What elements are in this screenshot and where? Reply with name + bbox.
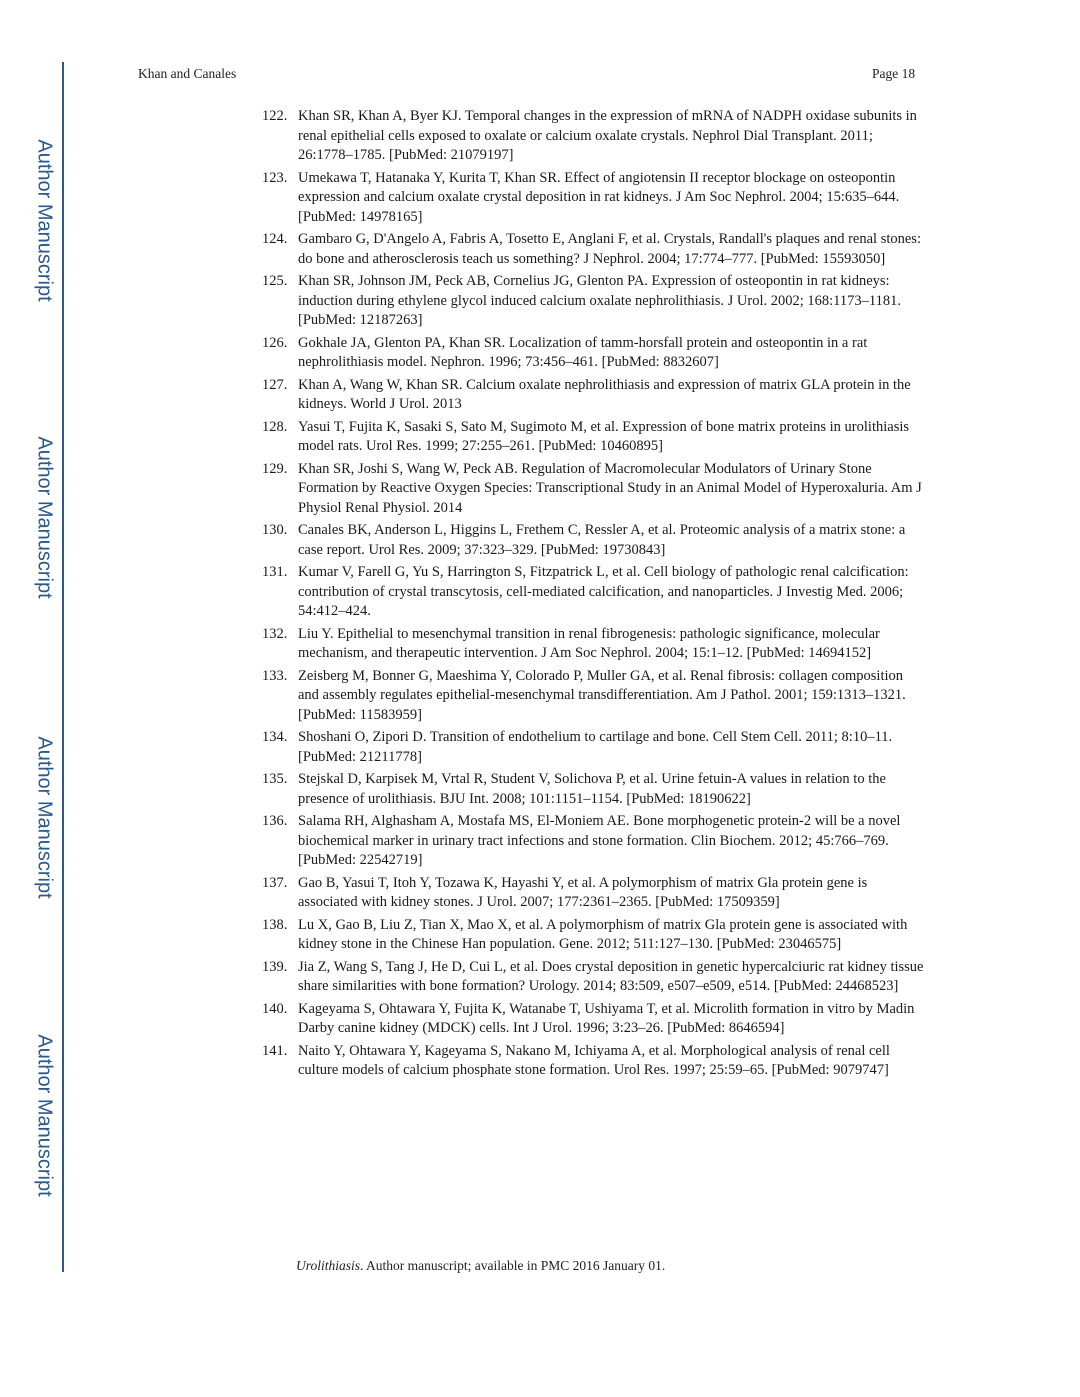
reference-text: Zeisberg M, Bonner G, Maeshima Y, Colorado P, Muller GA, et al. Renal fibrosis: collagen composition and assembly regulates epithelial-mesenchymal transdifferentiation. Am J Pathol. 2001; 159:1313–1321. [PubMed: 11583959] [298,667,906,723]
reference-item [262,563,924,622]
reference-number: 133. [262,667,288,684]
reference-text: Gambaro G, D'Angelo A, Fabris A, Tosetto E, Anglani F, et al. Crystals, Randall's plaques and renal stones: do bone and atherosclerosis teach us something? J Nephrol. 2004; 17:774–777. [PubMed: 15593050] [298,231,921,267]
reference-item [262,874,924,913]
reference-item [262,460,924,519]
reference-number: 135. [262,771,288,787]
reference-item [262,376,924,415]
reference-number: 134. [262,729,288,745]
reference-number: 122. [262,108,288,124]
reference-number: 127. [262,376,288,393]
reference-number: 123. [262,169,288,186]
reference-item [262,728,924,767]
reference-number: 132. [262,625,288,642]
reference-text: Khan A, Wang W, Khan SR. Calcium oxalate nephrolithiasis and expression of matrix GLA protein in the kidneys. World J Urol. 2013 [298,376,911,412]
reference-item [262,272,924,331]
reference-text: Khan SR, Khan A, Byer KJ. Temporal changes in the expression of mRNA of NADPH oxidase subunits in renal epithelial cells exposed to oxalate or calcium oxalate crystals. Nephrol Dial Transplant. 2011; 26:1778–1785. [PubMed: 21079197] [298,108,917,163]
reference-text: Yasui T, Fujita K, Sasaki S, Sato M, Sugimoto M, et al. Expression of bone matrix proteins in urolithiasis model rats. Urol Res. 1999; 27:255–261. [PubMed: 10460895] [298,418,910,454]
reference-item [262,1000,924,1039]
running-head-authors: Khan and Canales [138,66,237,81]
reference-text: Jia Z, Wang S, Tang J, He D, Cui L, et al. Does crystal deposition in genetic hypercalciuric rat kidney tissue share similarities with bone formation? Urology. 2014; 83:509, e507–e509, e514. [PubMed: 24468523] [298,958,924,994]
reference-number: 137. [262,874,288,891]
footer-citation [296,1258,665,1274]
reference-number: 130. [262,522,288,538]
footer-text: . Author manuscript; available in PMC 2016 January 01. [360,1258,666,1273]
reference-item [262,625,924,664]
reference-text: Umekawa T, Hatanaka Y, Kurita T, Khan SR. Effect of angiotensin II receptor blockage on osteopontin expression and calcium oxalate crystal deposition in rat kidneys. J Am Soc Nephrol. 2004; 15:635–644. [PubMed: 14978165] [298,169,900,225]
reference-number: 128. [262,418,288,435]
reference-text: Salama RH, Alghasham A, Mostafa MS, El-Moniem AE. Bone morphogenetic protein-2 will be a novel biochemical marker in urinary tract infections and stone formation. Clin Biochem. 2012; 45:766–769. [PubMed: 22542719] [298,813,901,868]
reference-number: 141. [262,1042,288,1059]
reference-text: Canales BK, Anderson L, Higgins L, Frethem C, Ressler A, et al. Proteomic analysis of a matrix stone: a case report. Urol Res. 2009; 37:323–329. [PubMed: 19730843] [298,522,906,558]
reference-list [262,107,924,1084]
sidebar-rule [62,62,64,1272]
reference-number: 129. [262,460,288,477]
reference-item [262,230,924,269]
reference-text: Kumar V, Farell G, Yu S, Harrington S, Fitzpatrick L, et al. Cell biology of pathologic renal calcification: contribution of crystal transcytosis, cell-mediated calcification, and nanoparticles. J Investig Med. 2006; 54:412–424. [298,564,909,619]
reference-item [262,521,924,560]
author-manuscript-label: Author Manuscript [33,138,56,302]
reference-text: Gokhale JA, Glenton PA, Khan SR. Localization of tamm-horsfall protein and osteopontin in a rat nephrolithiasis model. Nephron. 1996; 73:456–461. [PubMed: 8832607] [298,334,868,370]
reference-item [262,916,924,955]
reference-item [262,334,924,373]
reference-text: Shoshani O, Zipori D. Transition of endothelium to cartilage and bone. Cell Stem Cell. 2011; 8:10–11. [PubMed: 21211778] [298,729,893,765]
reference-item [262,958,924,997]
reference-text: Gao B, Yasui T, Itoh Y, Tozawa K, Hayashi Y, et al. A polymorphism of matrix Gla protein gene is associated with kidney stones. J Urol. 2007; 177:2361–2365. [PubMed: 17509359] [298,874,868,910]
reference-text: Liu Y. Epithelial to mesenchymal transition in renal fibrogenesis: pathologic significance, molecular mechanism, and therapeutic intervention. J Am Soc Nephrol. 2004; 15:1–12. [PubMed: 14694152] [298,625,880,661]
reference-number: 131. [262,564,288,580]
reference-text: Naito Y, Ohtawara Y, Kageyama S, Nakano M, Ichiyama A, et al. Morphological analysis of renal cell culture models of calcium phosphate stone formation. Urol Res. 1997; 25:59–65. [PubMed: 9079747] [298,1042,890,1078]
reference-text: Stejskal D, Karpisek M, Vrtal R, Student V, Solichova P, et al. Urine fetuin-A values in relation to the presence of urolithiasis. BJU Int. 2008; 101:1151–1154. [PubMed: 18190622] [298,771,886,807]
reference-item [262,667,924,726]
reference-number: 138. [262,916,288,933]
reference-item [262,418,924,457]
reference-number: 125. [262,273,288,289]
journal-name: Urolithiasis [296,1258,361,1273]
reference-item [262,169,924,228]
reference-number: 140. [262,1000,288,1017]
reference-item [262,1042,924,1081]
reference-item [262,107,924,166]
reference-item [262,812,924,871]
reference-number: 136. [262,813,288,829]
author-manuscript-label: Author Manuscript [33,1033,56,1197]
page-number: Page 18 [872,66,916,81]
reference-text: Khan SR, Joshi S, Wang W, Peck AB. Regulation of Macromolecular Modulators of Urinary Stone Formation by Reactive Oxygen Species: Transcriptional Study in an Animal Model of Hyperoxaluria. Am J Physiol Renal Physiol. 2014 [298,460,922,516]
reference-number: 139. [262,958,288,975]
reference-number: 124. [262,231,288,247]
reference-text: Khan SR, Johnson JM, Peck AB, Cornelius JG, Glenton PA. Expression of osteopontin in rat kidneys: induction during ethylene glycol induced calcium oxalate nephrolithiasis. J Urol. 2002; 168:1173–1181. [PubMed: 12187263] [298,273,901,328]
author-manuscript-label: Author Manuscript [33,435,56,599]
reference-item [262,770,924,809]
reference-text: Lu X, Gao B, Liu Z, Tian X, Mao X, et al. A polymorphism of matrix Gla protein gene is associated with kidney stone in the Chinese Han population. Gene. 2012; 511:127–130. [PubMed: 23046575] [298,916,908,952]
reference-text: Kageyama S, Ohtawara Y, Fujita K, Watanabe T, Ushiyama T, et al. Microlith formation in vitro by Madin Darby canine kidney (MDCK) cells. Int J Urol. 1996; 3:23–26. [PubMed: 8646594] [298,1000,915,1036]
author-manuscript-label: Author Manuscript [33,735,56,899]
reference-number: 126. [262,334,288,351]
